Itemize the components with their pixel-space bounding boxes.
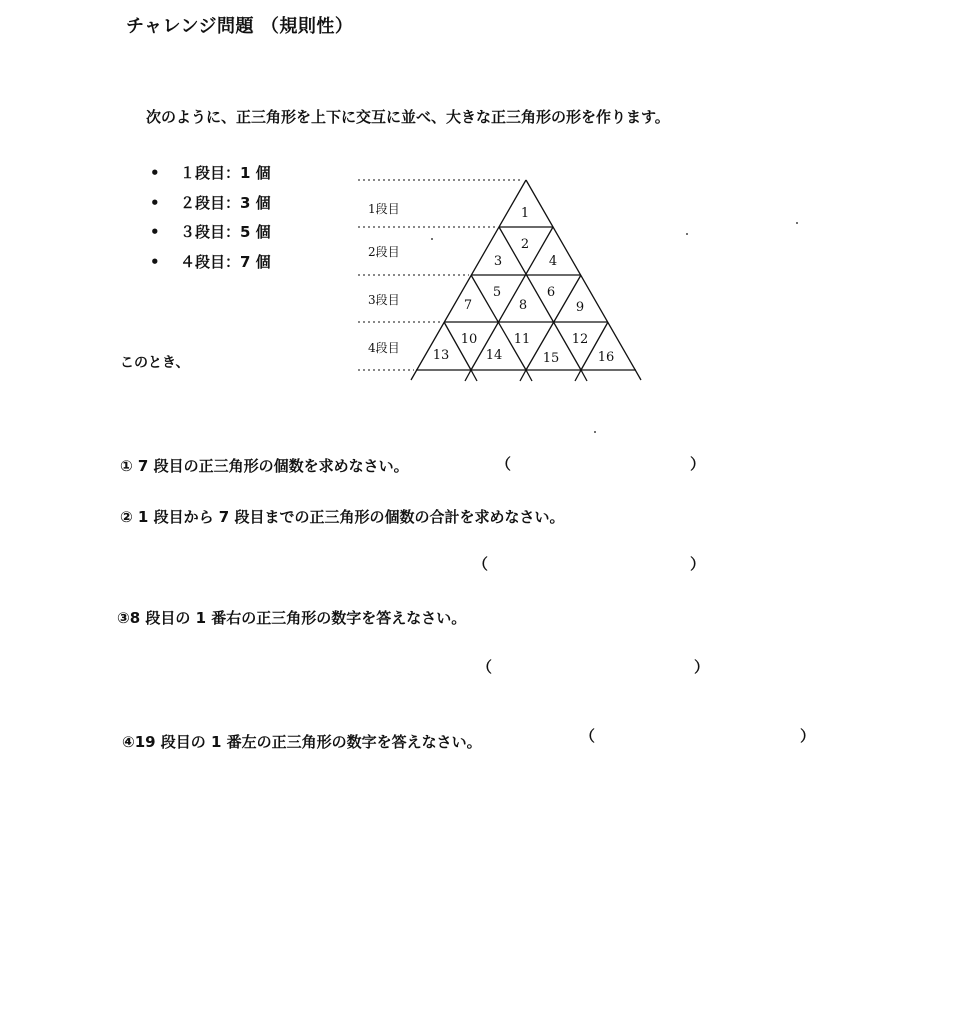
stub-line (471, 370, 477, 381)
triangle-number: 12 (571, 332, 589, 347)
answer-open-paren: （ (496, 455, 512, 473)
bullet-icon: • (150, 223, 160, 241)
stub-line (581, 370, 587, 381)
list-item-text: ３段目：5 個 (180, 223, 271, 241)
bullet-icon: • (150, 252, 160, 271)
question-2: ② 1 段目から 7 段目までの正三角形の個数の合計を求めなさい。 (120, 508, 565, 526)
answer-open-paren: （ (580, 727, 596, 745)
scan-speck (594, 431, 596, 433)
stub-line (575, 370, 581, 381)
answer-close-paren: ） (800, 727, 816, 745)
stub-line (520, 370, 526, 381)
answer-open-paren: （ (473, 555, 489, 573)
triangle-number: 6 (546, 285, 556, 300)
answer-open-paren: （ (477, 658, 493, 676)
bullet-icon: • (150, 164, 160, 182)
page-title: チャレンジ問題 （規則性） (126, 16, 354, 37)
row-label: 1段目 (368, 202, 400, 216)
stub-line (465, 370, 471, 381)
triangle-figure (0, 0, 957, 400)
transition-text: このとき、 (120, 355, 190, 371)
right-side-line (526, 180, 641, 380)
scan-speck (431, 238, 433, 240)
triangle-number: 2 (520, 237, 530, 252)
triangle-number: 5 (492, 285, 502, 300)
stub-line (526, 370, 532, 381)
triangle-number: 15 (542, 351, 560, 366)
scan-speck (686, 233, 688, 235)
left-side-line (411, 180, 526, 380)
question-1: ① 7 段目の正三角形の個数を求めなさい。 (120, 457, 409, 475)
row-labels (368, 202, 400, 355)
answer-close-paren: ） (694, 658, 710, 676)
triangle-number: 9 (575, 300, 585, 315)
row-label: 2段目 (368, 245, 400, 259)
row-label: 4段目 (368, 341, 400, 355)
triangle-number: 1 (520, 206, 530, 221)
triangle-number: 7 (463, 298, 473, 313)
triangle-number: 10 (460, 332, 478, 347)
list-item-text: ２段目：3 個 (180, 193, 271, 212)
question-4: ④19 段目の 1 番左の正三角形の数字を答えなさい。 (122, 733, 482, 751)
list-item-text: ４段目：7 個 (180, 252, 271, 271)
triangle-number: 11 (513, 332, 531, 347)
triangle-number: 4 (548, 254, 558, 269)
triangle-number: 3 (493, 254, 503, 269)
row-label: 3段目 (368, 293, 400, 307)
scan-speck (796, 222, 798, 224)
bullet-icon: • (150, 193, 160, 212)
list-item-text: １段目：1 個 (180, 164, 271, 182)
triangle-number: 8 (518, 298, 528, 313)
question-3: ③8 段目の 1 番右の正三角形の数字を答えなさい。 (117, 609, 467, 627)
answer-close-paren: ） (690, 555, 706, 573)
problem-intro: 次のように、正三角形を上下に交互に並べ、大きな正三角形の形を作ります。 (146, 108, 670, 126)
triangle-number: 16 (597, 350, 615, 365)
answer-close-paren: ） (690, 455, 706, 473)
triangle-number: 14 (485, 348, 503, 363)
triangle-number: 13 (432, 348, 450, 363)
